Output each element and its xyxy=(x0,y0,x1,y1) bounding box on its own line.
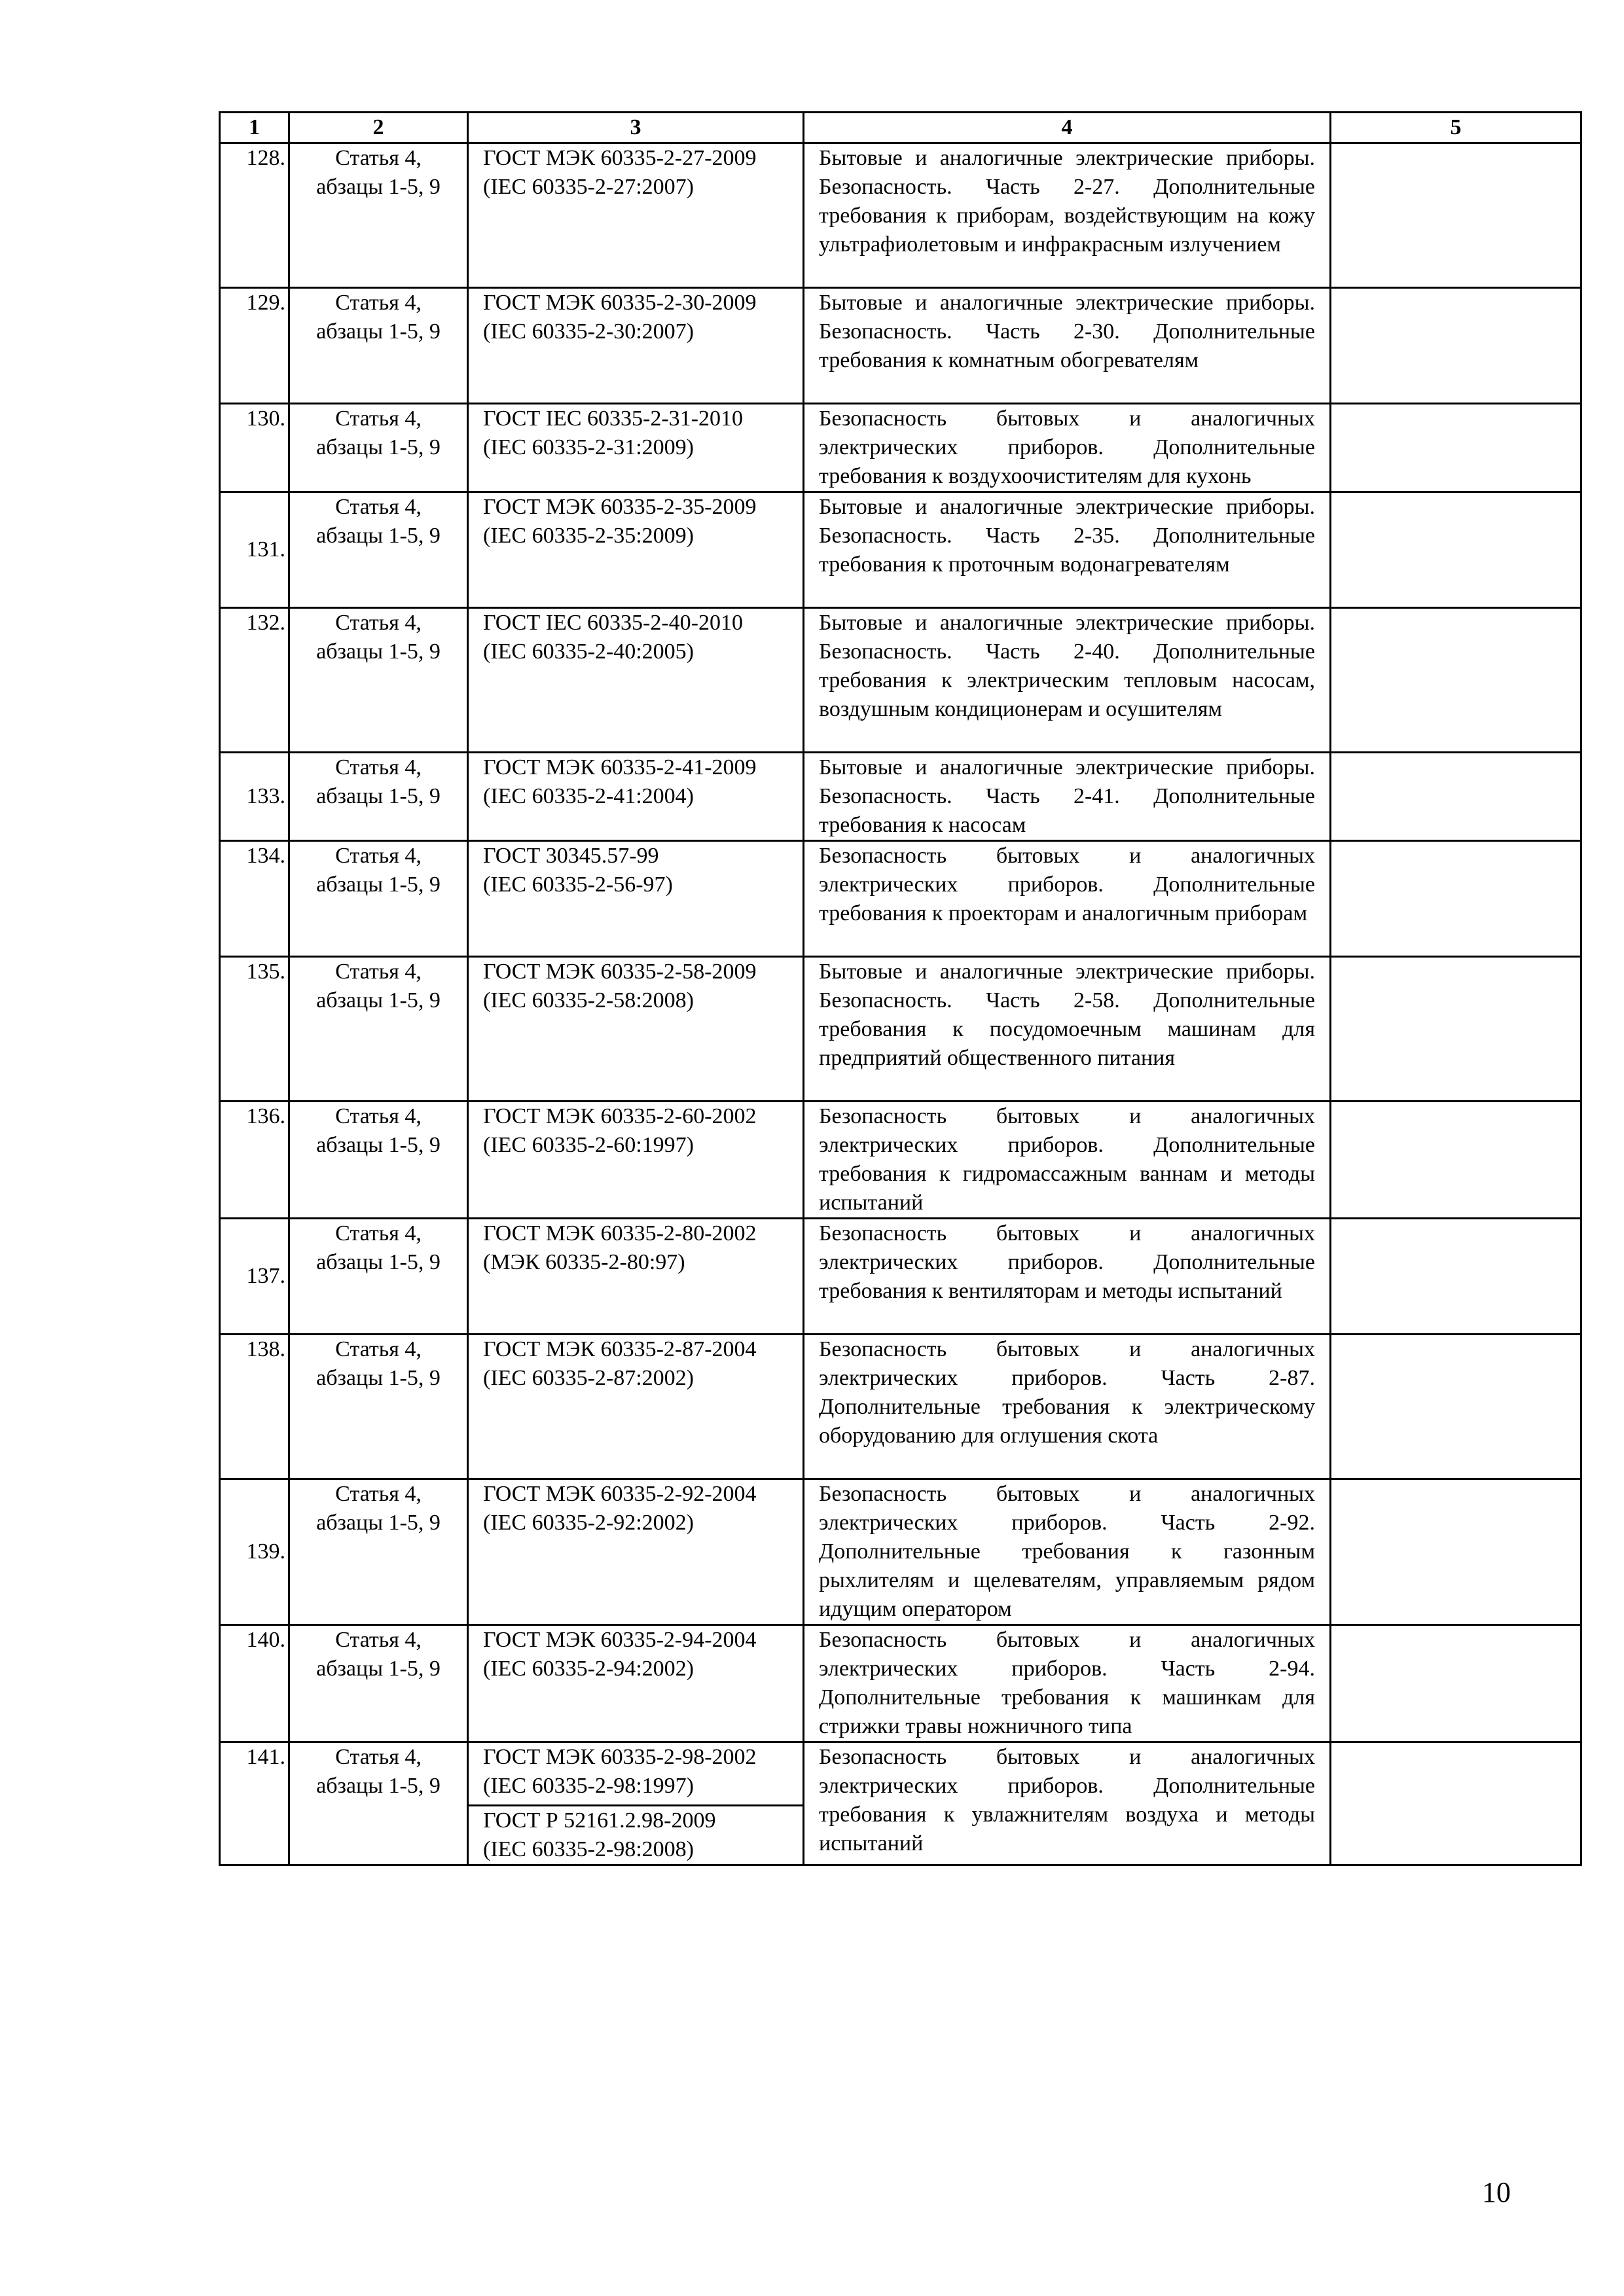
article-line: Статья 4, xyxy=(335,146,422,170)
article-ref xyxy=(289,288,468,404)
article-ref xyxy=(289,841,468,957)
page-number: 10 xyxy=(1482,2176,1511,2208)
table-row xyxy=(220,492,1581,608)
note-cell xyxy=(1331,1335,1581,1479)
article-line: абзацы 1-5, 9 xyxy=(316,319,441,344)
article-line: абзацы 1-5, 9 xyxy=(316,1511,441,1535)
standard-code: (IEC 60335-2-40:2005) xyxy=(483,639,695,664)
standard-designation xyxy=(468,1102,804,1219)
note-cell xyxy=(1331,143,1581,288)
row-number: 137. xyxy=(220,1219,289,1335)
note-cell xyxy=(1331,753,1581,841)
standard-designation xyxy=(468,1625,804,1742)
article-line: Статья 4, xyxy=(335,406,422,431)
header-col-4: 4 xyxy=(804,113,1331,143)
standard-code: ГОСТ МЭК 60335-2-94-2004 xyxy=(483,1628,757,1652)
standard-title: Бытовые и аналогичные электрические приборы. Безопасность. Часть 2-27. Дополнительные требования к приборам, воздействующим на кожу ультрафиолетовым и инфракрасным излучением xyxy=(804,143,1331,288)
standard-code: (IEC 60335-2-98:2008) xyxy=(483,1837,695,1861)
standard-title: Безопасность бытовых и аналогичных электрических приборов. Дополнительные требования к проекторам и аналогичным приборам xyxy=(804,841,1331,957)
standard-code: (IEC 60335-2-31:2009) xyxy=(483,435,695,459)
table-row xyxy=(220,608,1581,753)
standard-code: ГОСТ IEC 60335-2-31-2010 xyxy=(483,406,743,431)
standard-code: (МЭК 60335-2-80:97) xyxy=(483,1250,685,1274)
standard-code: (IEC 60335-2-27:2007) xyxy=(483,175,695,199)
row-number: 138. xyxy=(220,1335,289,1479)
article-line: Статья 4, xyxy=(335,755,422,780)
header-col-2: 2 xyxy=(289,113,468,143)
standard-code: ГОСТ МЭК 60335-2-58-2009 xyxy=(483,960,757,984)
standard-code: (IEC 60335-2-92:2002) xyxy=(483,1511,695,1535)
standard-code: ГОСТ IEC 60335-2-40-2010 xyxy=(483,611,743,635)
standard-designation xyxy=(468,1742,804,1806)
row-number: 129. xyxy=(220,288,289,404)
article-line: абзацы 1-5, 9 xyxy=(316,435,441,459)
article-line: Статья 4, xyxy=(335,1104,422,1128)
article-ref xyxy=(289,1219,468,1335)
article-line: Статья 4, xyxy=(335,1221,422,1246)
standard-code: ГОСТ МЭК 60335-2-27-2009 xyxy=(483,146,757,170)
standard-code: ГОСТ МЭК 60335-2-30-2009 xyxy=(483,291,757,315)
row-number: 128. xyxy=(220,143,289,288)
article-ref xyxy=(289,1625,468,1742)
article-line: Статья 4, xyxy=(335,495,422,519)
standard-code: ГОСТ МЭК 60335-2-80-2002 xyxy=(483,1221,757,1246)
article-ref xyxy=(289,608,468,753)
standard-designation xyxy=(468,288,804,404)
article-line: Статья 4, xyxy=(335,291,422,315)
standard-title: Безопасность бытовых и аналогичных электрических приборов. Часть 2-87. Дополнительные требования к электрическому оборудованию для оглушения скота xyxy=(804,1335,1331,1479)
standard-title: Безопасность бытовых и аналогичных электрических приборов. Дополнительные требования к увлажнителям воздуха и методы испытаний xyxy=(804,1742,1331,1865)
note-cell xyxy=(1331,1102,1581,1219)
standard-code: (IEC 60335-2-56-97) xyxy=(483,872,673,897)
standard-code: (IEC 60335-2-98:1997) xyxy=(483,1774,695,1798)
article-line: абзацы 1-5, 9 xyxy=(316,1657,441,1681)
article-line: Статья 4, xyxy=(335,844,422,868)
article-line: Статья 4, xyxy=(335,1482,422,1506)
row-number: 140. xyxy=(220,1625,289,1742)
row-number: 135. xyxy=(220,957,289,1102)
article-ref xyxy=(289,143,468,288)
standard-designation xyxy=(468,1806,804,1865)
standards-table xyxy=(219,111,1582,1866)
header-row xyxy=(220,113,1581,143)
standard-code: (IEC 60335-2-94:2002) xyxy=(483,1657,695,1681)
article-line: абзацы 1-5, 9 xyxy=(316,639,441,664)
table-row xyxy=(220,841,1581,957)
standard-designation xyxy=(468,1479,804,1625)
standard-designation xyxy=(468,1219,804,1335)
article-ref xyxy=(289,1479,468,1625)
article-ref xyxy=(289,492,468,608)
standard-title: Бытовые и аналогичные электрические приборы. Безопасность. Часть 2-58. Дополнительные требования к посудомоечным машинам для предприятий общественного питания xyxy=(804,957,1331,1102)
standard-title: Бытовые и аналогичные электрические приборы. Безопасность. Часть 2-41. Дополнительные требования к насосам xyxy=(804,753,1331,841)
header-col-1: 1 xyxy=(220,113,289,143)
table-row xyxy=(220,1625,1581,1742)
article-line: Статья 4, xyxy=(335,1745,422,1769)
note-cell xyxy=(1331,288,1581,404)
row-number: 132. xyxy=(220,608,289,753)
table-row xyxy=(220,288,1581,404)
table-row xyxy=(220,143,1581,288)
standard-code: (IEC 60335-2-41:2004) xyxy=(483,784,695,808)
standard-designation xyxy=(468,753,804,841)
standard-code: ГОСТ МЭК 60335-2-98-2002 xyxy=(483,1745,757,1769)
row-number: 141. xyxy=(220,1742,289,1865)
article-ref xyxy=(289,753,468,841)
note-cell xyxy=(1331,1625,1581,1742)
standard-code: ГОСТ МЭК 60335-2-41-2009 xyxy=(483,755,757,780)
standard-title: Безопасность бытовых и аналогичных электрических приборов. Дополнительные требования к гидромассажным ваннам и методы испытаний xyxy=(804,1102,1331,1219)
article-line: абзацы 1-5, 9 xyxy=(316,784,441,808)
standard-code: (IEC 60335-2-58:2008) xyxy=(483,988,695,1013)
article-line: абзацы 1-5, 9 xyxy=(316,872,441,897)
table-row xyxy=(220,1742,1581,1806)
article-line: Статья 4, xyxy=(335,1337,422,1361)
article-line: абзацы 1-5, 9 xyxy=(316,1250,441,1274)
standard-code: (IEC 60335-2-30:2007) xyxy=(483,319,695,344)
note-cell xyxy=(1331,404,1581,492)
article-line: Статья 4, xyxy=(335,611,422,635)
standard-designation xyxy=(468,1335,804,1479)
note-cell xyxy=(1331,1219,1581,1335)
row-number: 134. xyxy=(220,841,289,957)
note-cell xyxy=(1331,841,1581,957)
table-row xyxy=(220,1479,1581,1625)
article-line: абзацы 1-5, 9 xyxy=(316,1133,441,1157)
table-row xyxy=(220,1335,1581,1479)
article-line: абзацы 1-5, 9 xyxy=(316,1366,441,1390)
article-ref xyxy=(289,1335,468,1479)
standard-designation xyxy=(468,143,804,288)
table-row xyxy=(220,1102,1581,1219)
standard-designation xyxy=(468,404,804,492)
standard-designation xyxy=(468,957,804,1102)
note-cell xyxy=(1331,957,1581,1102)
standard-designation xyxy=(468,841,804,957)
row-number: 130. xyxy=(220,404,289,492)
standard-code: ГОСТ МЭК 60335-2-35-2009 xyxy=(483,495,757,519)
note-cell xyxy=(1331,608,1581,753)
standard-title: Безопасность бытовых и аналогичных электрических приборов. Часть 2-94. Дополнительные требования к машинкам для стрижки травы ножничного типа xyxy=(804,1625,1331,1742)
row-number: 136. xyxy=(220,1102,289,1219)
header-col-3: 3 xyxy=(468,113,804,143)
table-row xyxy=(220,753,1581,841)
table-row xyxy=(220,404,1581,492)
standard-code: ГОСТ МЭК 60335-2-60-2002 xyxy=(483,1104,757,1128)
standard-code: (IEC 60335-2-60:1997) xyxy=(483,1133,695,1157)
standard-title: Безопасность бытовых и аналогичных электрических приборов. Дополнительные требования к воздухоочистителям для кухонь xyxy=(804,404,1331,492)
row-number: 139. xyxy=(220,1479,289,1625)
article-ref xyxy=(289,1102,468,1219)
standard-title: Безопасность бытовых и аналогичных электрических приборов. Часть 2-92. Дополнительные требования к газонным рыхлителям и щелевателям, управляемым рядом идущим оператором xyxy=(804,1479,1331,1625)
standard-title: Бытовые и аналогичные электрические приборы. Безопасность. Часть 2-30. Дополнительные требования к комнатным обогревателям xyxy=(804,288,1331,404)
standard-title: Бытовые и аналогичные электрические приборы. Безопасность. Часть 2-35. Дополнительные требования к проточным водонагревателям xyxy=(804,492,1331,608)
standard-code: ГОСТ МЭК 60335-2-87-2004 xyxy=(483,1337,757,1361)
standard-title: Бытовые и аналогичные электрические приборы. Безопасность. Часть 2-40. Дополнительные требования к электрическим тепловым насосам, воздушным кондиционерам и осушителям xyxy=(804,608,1331,753)
standard-code: (IEC 60335-2-35:2009) xyxy=(483,524,695,548)
standard-title: Безопасность бытовых и аналогичных электрических приборов. Дополнительные требования к вентиляторам и методы испытаний xyxy=(804,1219,1331,1335)
table-row xyxy=(220,957,1581,1102)
header-col-5: 5 xyxy=(1331,113,1581,143)
standard-designation xyxy=(468,492,804,608)
standard-code: (IEC 60335-2-87:2002) xyxy=(483,1366,695,1390)
article-ref xyxy=(289,957,468,1102)
article-line: абзацы 1-5, 9 xyxy=(316,524,441,548)
article-line: абзацы 1-5, 9 xyxy=(316,175,441,199)
row-number: 131. xyxy=(220,492,289,608)
standard-code: ГОСТ Р 52161.2.98-2009 xyxy=(483,1808,716,1833)
article-line: Статья 4, xyxy=(335,960,422,984)
article-line: абзацы 1-5, 9 xyxy=(316,1774,441,1798)
table-row xyxy=(220,1219,1581,1335)
article-line: Статья 4, xyxy=(335,1628,422,1652)
row-number: 133. xyxy=(220,753,289,841)
standard-code: ГОСТ 30345.57-99 xyxy=(483,844,659,868)
note-cell xyxy=(1331,1479,1581,1625)
note-cell xyxy=(1331,1742,1581,1865)
standard-designation xyxy=(468,608,804,753)
article-ref xyxy=(289,1742,468,1865)
note-cell xyxy=(1331,492,1581,608)
article-line: абзацы 1-5, 9 xyxy=(316,988,441,1013)
article-ref xyxy=(289,404,468,492)
standard-code: ГОСТ МЭК 60335-2-92-2004 xyxy=(483,1482,757,1506)
